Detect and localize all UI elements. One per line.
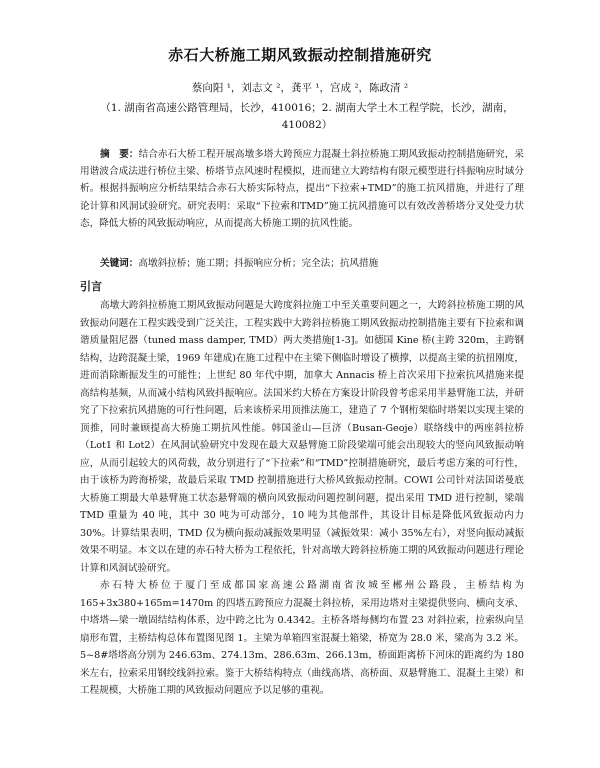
keywords-text: 高墩斜拉桥；施工期；抖振响应分析；完全法；抗风措施 [138,258,379,269]
paragraph-1: 高墩大跨斜拉桥施工期风致振动问题是大跨度斜拉施工中至关重要问题之一，大跨斜拉桥施工期的风致振动问题在工程实践受到广泛关注，工程实践中大跨斜拉桥施工期风致振动控制措施主要有下拉索和调谐质量阻尼器（tuned mass damper, TMD）两大类措施[1-3]。如德国 Kine 桥(主跨 320m，主跨钢结构，边跨混凝土梁，1969 年建成)在施工过程中在主梁下侧临时增设了横撑，以提高主梁的抗扭刚度，进而消除断振发生的可能性；上世纪 80 年代中期，加拿大 Annacis 桥上首次采用下拉索抗风措施来提高结构基频，从而减小结构风致抖振响应。法国米约大桥在方案设计阶段曾考虑采用半悬臂施工法，并研究了下拉索抗风措施的可行性问题，后来该桥采用顶推法施工，建造了 7 个钢桁架临时塔架以实现主梁的顶推，同时兼顾提高大桥施工期抗风性能。韩国釜山—巨济（Busan-Geoje）联络线中的两座斜拉桥（Lot1 和 Lot2）在风洞试验研究中发现在最大双悬臂施工阶段梁端可能会出现较大的竖向风致振动响应，从而引起较大的风荷载，故分别进行了“下拉索”和“TMD”控制措施研究，最后考虑方案的可行性，由于该桥为跨海桥梁，故最后采取 TMD 控制措施进行大桥风致振动控制。COWI 公司针对法国诺曼底大桥施工期最大单悬臂施工状态悬臂端的横向风致振动问题控制问题，提出采用 TMD 进行控制，梁端 TMD 重量为 40 吨，其中 30 吨为可动部分，10 吨为其他部件，其设计目标是降低风致振动内力 30%。计算结果表明，TMD 仅为横向振动减振效果明显（减振效果：减小 35%左右），对竖向振动减振效果不明显。本文以在建的赤石特大桥为工程依托，针对高墩大跨斜拉桥施工期的风致振动问题进行理论计算和风洞试验研究。 [80,300,524,574]
paper-authors: 蔡向阳 ¹，刘志文 ²，龚平 ¹，宫成 ²，陈政清 ² [191,82,409,94]
paragraph-2: 赤石特大桥位于厦门至成都国家高速公路湖南省汝城至郴州公路段，主桥结构为 165+3x380+165m=1470m 的四塔五跨预应力混凝土斜拉桥，采用边塔对主梁提供竖向、横向支承、中塔塔—梁一墩固结结构体系，边中跨之比为 0.4342。主桥各塔每侧均布置 23 对斜拉索，拉索纵向呈扇形布置，主桥结构总体布置图见图 1。主梁为单箱四室混凝土箱梁，桥宽为 28.0 米，梁高为 3.2 米。5~8#塔塔高分别为 246.63m、274.13m、286.63m、266.13m，桥面距离桥下河床的距离约为 180 米左右，拉索采用钢绞线斜拉索。鉴于大桥结构特点（曲线高塔、高桥面、双悬臂施工、混凝土主梁）和工程规模，大桥施工期的风致振动问题应予以足够的重视。 [80,580,525,696]
paper-affiliation: （1. 湖南省高速公路管理局，长沙，410016；2. 湖南大学土木工程学院，长沙，湖南，410082） [100,102,514,131]
abstract [80,146,524,232]
paper-title: 赤石大桥施工期风致振动控制措施研究 [168,46,432,64]
keywords [80,256,524,272]
section-heading-intro: 引言 [80,280,102,293]
body-text [80,297,524,700]
abstract-label: 摘 要： [100,149,139,160]
abstract-text: 结合赤石大桥工程开展高墩多塔大跨预应力混凝土斜拉桥施工期风致振动控制措施研究，采用谐波合成法进行桥位主梁、桥塔节点风速时程模拟，进而建立大跨结构有限元模型进行抖振响应时域分析。根据抖振响应分析结果结合赤石大桥实际特点，提出“下拉索+TMD”的施工抗风措施，并进行了理论计算和风洞试验研究。研究表明：采取“下拉索和TMD”施工抗风措施可以有效改善桥塔分叉处受力状态，降低大桥的风致振动响应，从而提高大桥施工期的抗风性能。 [80,149,525,229]
keywords-label: 关键词： [100,258,139,269]
